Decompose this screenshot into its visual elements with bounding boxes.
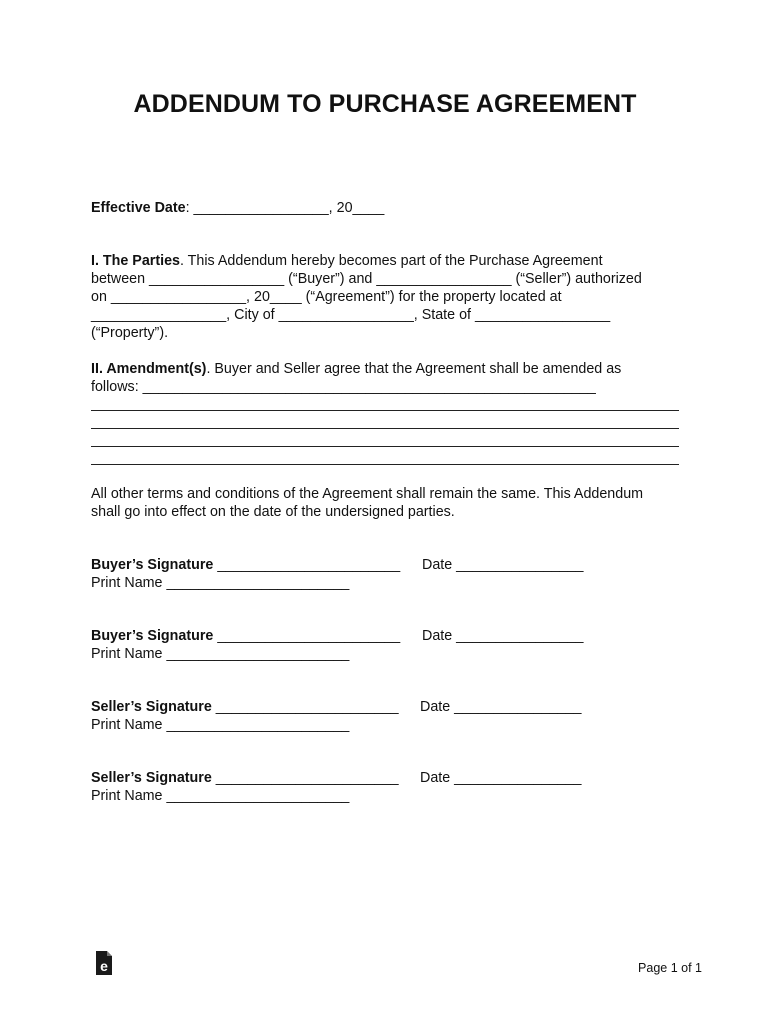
date-field-1: Date ________________ (422, 557, 584, 573)
print-name-4: Print Name _______________________ (91, 788, 350, 804)
signature-blank: _______________________ (211, 699, 399, 715)
signature-row-2 (91, 627, 400, 645)
signature-blank: _______________________ (213, 628, 401, 644)
svg-text:e: e (100, 958, 108, 974)
print-name-3: Print Name _______________________ (91, 717, 350, 733)
effective-date-label: Effective Date (91, 200, 186, 216)
closing-line-1: All other terms and conditions of the Agreement shall remain the same. This Addendum (91, 486, 644, 502)
parties-text-1: . This Addendum hereby becomes part of the Purchase Agreement (180, 253, 603, 269)
amendments-heading: II. Amendment(s) (91, 361, 207, 377)
parties-line-2: between _________________ (“Buyer”) and _________________ (“Seller”) authorized (91, 271, 642, 287)
signature-label: Seller’s Signature (91, 770, 212, 786)
signature-label: Buyer’s Signature (91, 628, 214, 644)
effective-date-blank: : _________________, 20____ (185, 200, 385, 216)
signature-label: Seller’s Signature (91, 699, 212, 715)
date-field-2: Date ________________ (422, 628, 584, 644)
parties-line-3: on _________________, 20____ (“Agreement”) for the property located at (91, 289, 562, 305)
parties-line-5: (“Property”). (91, 325, 169, 341)
parties-line-4: _________________, City of _________________, State of _________________ (91, 307, 611, 323)
amendment-blank-line (91, 428, 679, 429)
signature-row-4 (91, 769, 399, 787)
parties-line-1 (91, 252, 603, 270)
print-name-1: Print Name _______________________ (91, 575, 350, 591)
amendment-blank-line (91, 410, 679, 411)
amendments-line-1 (91, 360, 621, 378)
amendment-blank-line (91, 446, 679, 447)
date-field-3: Date ________________ (420, 699, 582, 715)
parties-heading: I. The Parties (91, 253, 180, 269)
signature-label: Buyer’s Signature (91, 557, 214, 573)
date-field-4: Date ________________ (420, 770, 582, 786)
signature-blank: _______________________ (211, 770, 399, 786)
signature-row-1 (91, 556, 400, 574)
signature-blank: _______________________ (213, 557, 401, 573)
page-number: Page 1 of 1 (638, 961, 702, 975)
signature-row-3 (91, 698, 399, 716)
print-name-2: Print Name _______________________ (91, 646, 350, 662)
amendments-text-1: . Buyer and Seller agree that the Agreement shall be amended as (206, 361, 622, 377)
document-title: ADDENDUM TO PURCHASE AGREEMENT (133, 90, 637, 118)
effective-date-line (91, 199, 384, 217)
eforms-logo-icon (94, 951, 114, 975)
closing-line-2: shall go into effect on the date of the undersigned parties. (91, 504, 455, 520)
amendment-blank-line (91, 464, 679, 465)
amendments-line-2: follows: _________________________________________________________ (91, 379, 596, 395)
